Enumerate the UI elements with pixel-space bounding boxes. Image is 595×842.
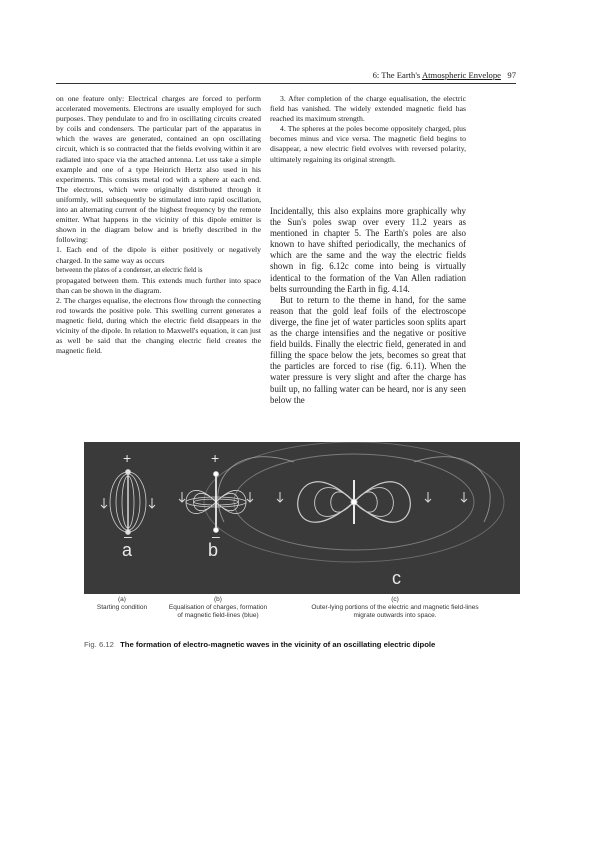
header-rule [56, 83, 516, 84]
left-column [56, 94, 261, 356]
left-paragraph-2a: 1. Each end of the dipole is either positively or negatively charged. In the same way as occurs [56, 245, 261, 265]
subcaption-a-tag: (a) [118, 596, 126, 603]
subcaption-c-tag: (c) [391, 596, 399, 603]
subcaption-b [168, 596, 268, 620]
left-paragraph-1: on one feature only: Electrical charges are forced to perform accelerated movements. Electrons are usually employed for such purposes. They pendulate to and fro in oscillating circuits created by coils and condensers. The particular part of the apparatus in which the waves are generated, contained an opn oscillating circuit, which is so contracted that the fields evolving within it are radiated into space via the attached antenna. Let uss take a simple example and one of a type Heinrich Hertz also used in his experiments. This consists metal rod with a sphere at each end. The electrons, which were originally distributed through it uniformly, will subsequently be stimulated into rapid oscillation, into an alternating current of the highest frequency by the remote emitter. What happens in the vicinity of this dipole emitter is shown in the diagram below and is briefly described in the following: [56, 94, 261, 245]
right-top-paragraph-2: 4. The spheres at the poles become oppositely charged, plus becomes minus and vice versa. The magnetic field begins to disappear, a new electric field evolves with reversed polarity, ultimately regaining its original strength. [270, 124, 466, 164]
header-chapter: 6: The Earth's [372, 70, 421, 80]
figure-minus-a: – [124, 528, 132, 544]
header-chapter-title: Atmospheric Envelope [421, 70, 501, 80]
figure-label-b: b [208, 540, 219, 560]
subcaption-c-text: Outer-lying portions of the electric and magnetic field-lines migrate outwards into space. [311, 604, 479, 619]
subcaption-a [92, 596, 152, 612]
right-bottom-paragraph-2: But to return to the theme in hand, for the same reason that the gold leaf foils of the electroscope diverge, the fine jet of water particles soon splits apart as the charge intensifies and the negative or positive field builds. Finally the electric field, generated in and filling the space below the jets, becomes so great that the particles are forced to rise (fig. 6.11). When the water pressure is very slight and after the charge has built up, no falling water can be heard, nor is any seen below the [270, 294, 466, 405]
figure-subcaptions [84, 596, 520, 636]
subcaption-b-tag: (b) [214, 596, 222, 603]
figure-title: The formation of electro-magnetic waves in the vicinity of an oscillating electric dipole [120, 640, 436, 649]
figure-plus-a: + [123, 450, 132, 466]
running-header [280, 70, 516, 80]
left-paragraph-3: 2. The charges equalise, the electrons flow through the connecting rod towards the positive pole. This swelling current generates a magnetic field, during which the electric field disappears in the vicinity of the dipole. In relation to Maxwell's equation, it can just as well be said that the changing electric field creates the magnetic field. [56, 295, 261, 356]
figure-minus-b: – [212, 528, 220, 544]
right-bottom-paragraph-1: Incidentally, this also explains more graphically why the Sun's poles swap over every 11.2 years as mentioned in chapter 5. The Earth's poles are also known to have shifted periodically, the mechanics of which are the same and the way the electric fields shown in fig. 6.12c come into being is virtually identical to the formation of the Van Allen radiation belts surrounding the Earth in fig. 4.14. [270, 206, 466, 294]
left-paragraph-2c: propagated between them. This extends much further into space than can be shown in the diagram. [56, 275, 261, 295]
figure-plus-b: + [211, 450, 220, 466]
figure-caption [84, 640, 540, 649]
subcaption-c [310, 596, 480, 620]
figure-label-c: c [392, 568, 401, 588]
right-column-bottom [270, 206, 466, 406]
subcaption-b-text: Equalisation of charges, formation of magnetic field-lines (blue) [168, 604, 268, 619]
right-top-paragraph-1: 3. After completion of the charge equalisation, the electric field has vanished. The widely extended magnetic field has reached its maximum strength. [270, 94, 466, 124]
dipole-field-illustration [84, 442, 520, 594]
subcaption-a-text: Starting condition [96, 604, 148, 611]
right-column-top [270, 94, 466, 165]
left-paragraph-2b: betweenn the plates of a condenser, an electric field is [56, 266, 203, 274]
figure-label-a: a [122, 540, 133, 560]
figure-number: Fig. 6.12 [84, 640, 114, 649]
dipole-figure [84, 442, 520, 594]
page-number: 97 [507, 70, 516, 80]
